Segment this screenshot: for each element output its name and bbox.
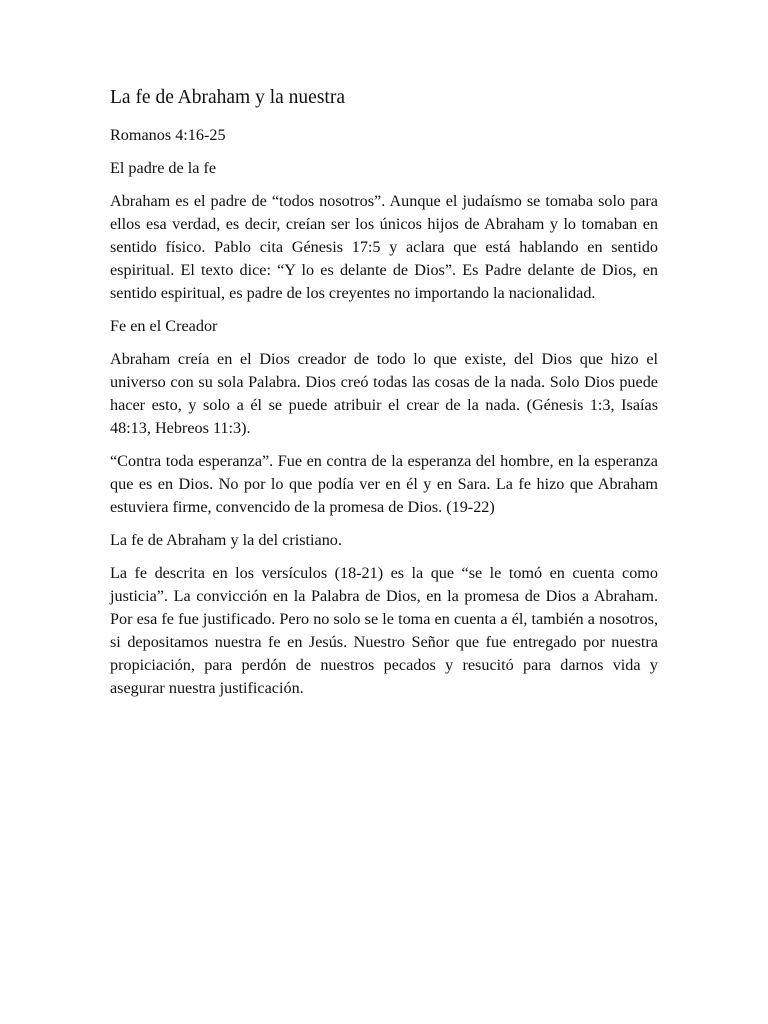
scripture-reference: Romanos 4:16-25 <box>110 126 226 144</box>
section-heading-padre-de-la-fe: El padre de la fe <box>110 159 217 177</box>
document-page <box>110 86 658 710</box>
document-title: La fe de Abraham y la nuestra <box>110 87 345 108</box>
section-heading-fe-en-el-creador: Fe en el Creador <box>110 317 218 335</box>
paragraph-creador-2: “Contra toda esperanza”. Fue en contra de la esperanza del hombre, en la esperanza que es en Dios. No por lo que podía ver en él y en Sara. La fe hizo que Abraham estuviera firme, convencido de la promesa de Dios. (19-22) <box>110 452 658 516</box>
paragraph-creador-1: Abraham creía en el Dios creador de todo lo que existe, del Dios que hizo el universo con su sola Palabra. Dios creó todas las cosas de la nada. Solo Dios puede hacer esto, y solo a él se puede atribuir el crear de la nada. (Génesis 1:3, Isaías 48:13, Hebreos 11:3). <box>110 350 658 437</box>
paragraph-padre-de-la-fe: Abraham es el padre de “todos nosotros”. Aunque el judaísmo se tomaba solo para ellos esa verdad, es decir, creían ser los únicos hijos de Abraham y lo tomaban en sentido físico. Pablo cita Génesis 17:5 y aclara que está hablando en sentido espiritual. El texto dice: “Y lo es delante de Dios”. Es Padre delante de Dios, en sentido espiritual, es padre de los creyentes no importando la nacionalidad. <box>110 192 658 302</box>
paragraph-fe-del-cristiano: La fe descrita en los versículos (18-21) es la que “se le tomó en cuenta como justicia”. La convicción en la Palabra de Dios, en la promesa de Dios a Abraham. Por esa fe fue justificado. Pero no solo se le toma en cuenta a él, también a nosotros, si depositamos nuestra fe en Jesús. Nuestro Señor que fue entregado por nuestra propiciación, para perdón de nuestros pecados y resucitó para darnos vida y asegurar nuestra justificación. <box>110 564 658 697</box>
section-heading-fe-del-cristiano: La fe de Abraham y la del cristiano. <box>110 531 342 549</box>
